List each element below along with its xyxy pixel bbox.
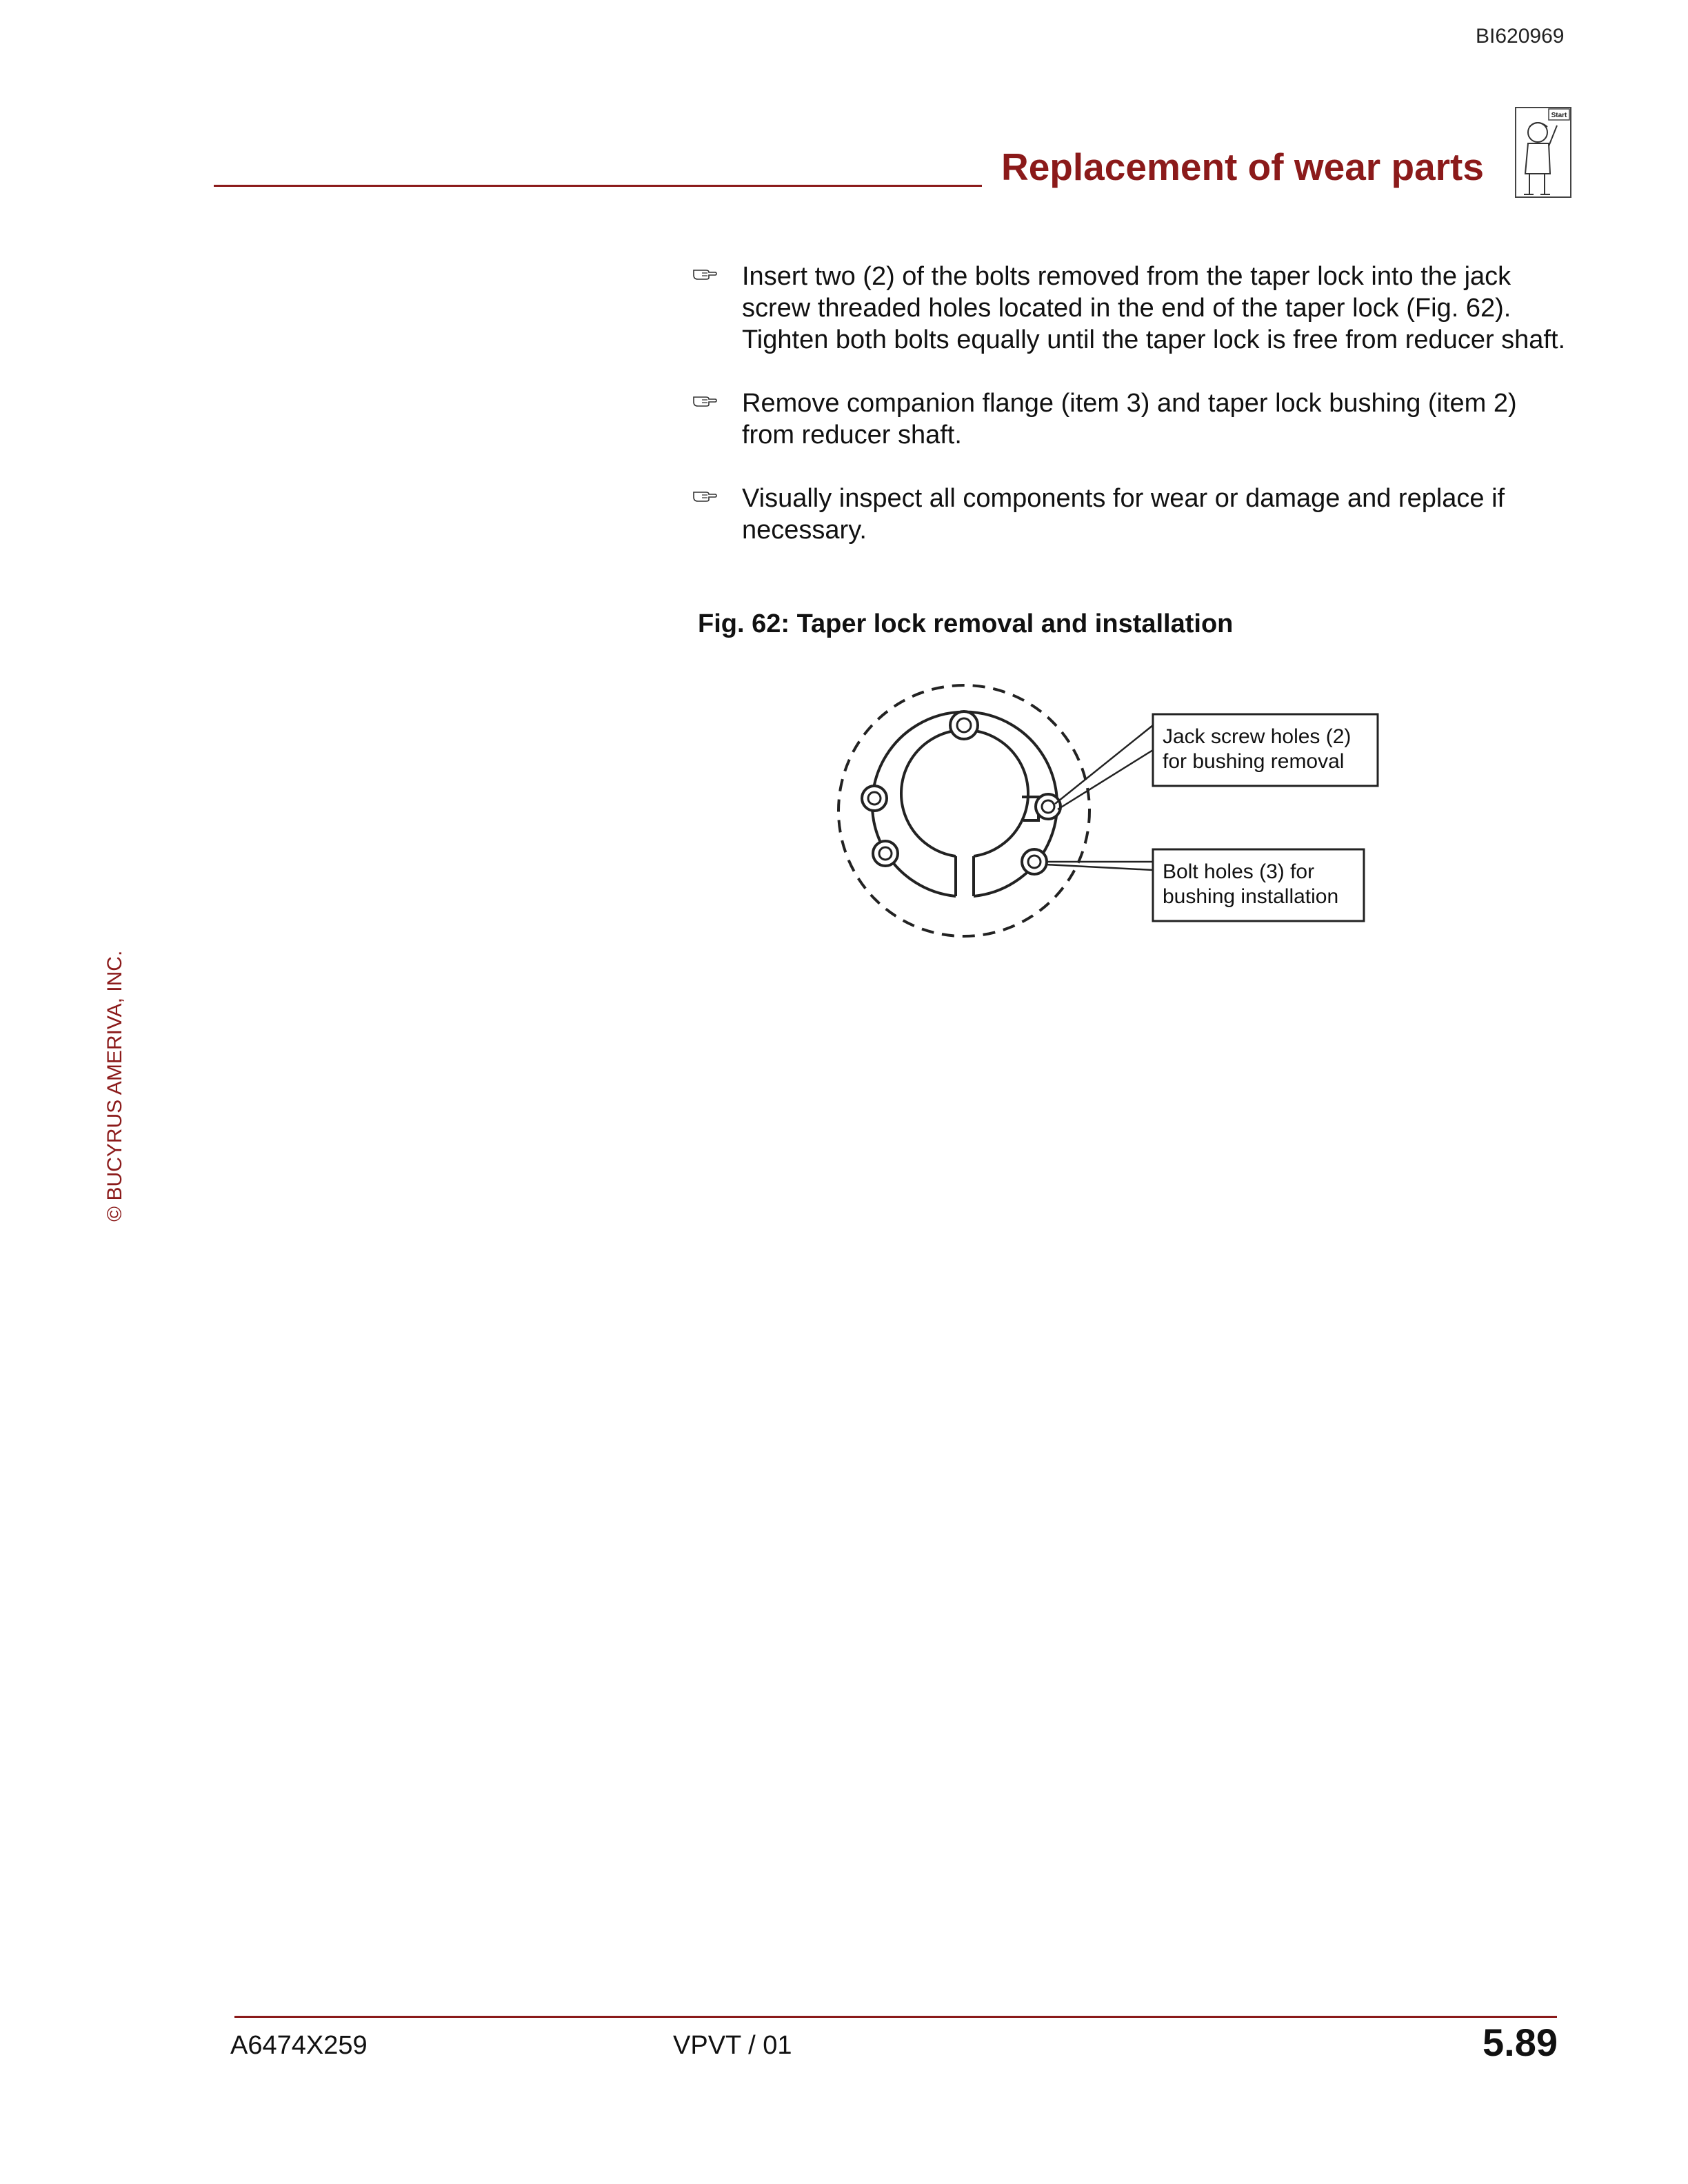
- start-icon-label: Start: [1551, 112, 1567, 119]
- bore-keyway: [901, 730, 1028, 856]
- step-text: Insert two (2) of the bolts removed from the taper lock into the jack screw threaded holes located in the end of the taper lock (Fig. 62). Tighten both bolts equally until the taper lock is free from reducer shaft.: [742, 262, 1566, 354]
- callout-jack-screw-line1: Jack screw holes (2): [1163, 725, 1352, 748]
- bolt-hole: [873, 841, 898, 866]
- pointing-hand-icon: [692, 392, 717, 408]
- footer-rule: [234, 2016, 1557, 2018]
- figure-caption: Fig. 62: Taper lock removal and installation: [698, 609, 1234, 638]
- footer-document-code: A6474X259: [230, 2031, 368, 2060]
- jack-screw-hole: [950, 711, 978, 739]
- leader-line: [1045, 862, 1153, 870]
- step-text: Remove companion flange (item 3) and taper lock bushing (item 2) from reducer shaft.: [742, 389, 1517, 449]
- callout-bolt-holes-line1: Bolt holes (3) for: [1163, 860, 1315, 883]
- page-number: 5.89: [1483, 2021, 1558, 2064]
- copyright-notice: © BUCYRUS AMERIVA, INC.: [103, 950, 126, 1222]
- callout-jack-screw-line2: for bushing removal: [1163, 750, 1345, 773]
- document-id: BI620969: [1476, 25, 1565, 48]
- footer-revision: VPVT / 01: [673, 2031, 792, 2060]
- instruction-steps: [690, 261, 1572, 578]
- step-item: [690, 261, 1572, 356]
- bolt-hole: [1022, 849, 1047, 874]
- bolt-hole: [862, 786, 887, 811]
- step-item: [690, 483, 1572, 546]
- header-rule: [214, 185, 982, 187]
- section-title: Replacement of wear parts: [1001, 145, 1484, 188]
- callout-bolt-holes-line2: bushing installation: [1163, 885, 1339, 908]
- jack-screw-hole: [1036, 794, 1061, 819]
- step-text: Visually inspect all components for wear or damage and replace if necessary.: [742, 484, 1505, 545]
- pointing-hand-icon: [692, 487, 717, 503]
- pointing-hand-icon: [692, 265, 717, 281]
- start-person-icon: [1509, 105, 1575, 201]
- step-item: [690, 387, 1572, 451]
- taper-lock-diagram: [821, 676, 1407, 951]
- leader-line: [1055, 725, 1153, 809]
